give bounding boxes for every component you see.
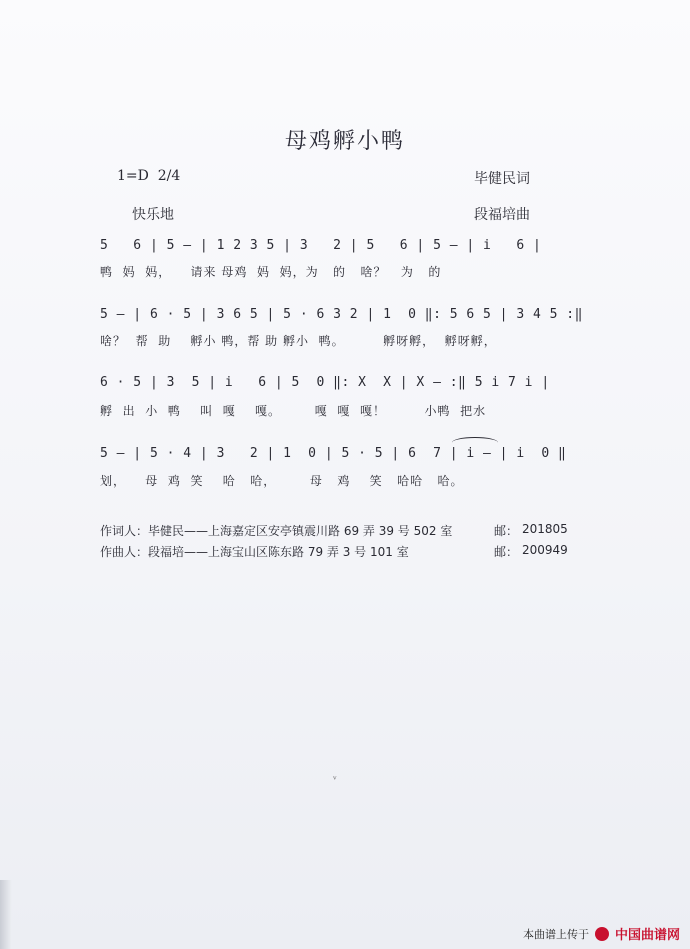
watermark-footer [523,924,680,943]
lyrics-line-4: 划， 母 鸡 笑 哈 哈， 母 鸡 笑 哈哈 哈。 [100,474,464,488]
lyricist-contact: 作词人：毕健民——上海嘉定区安亭镇震川路 69 弄 39 号 502 室 [100,524,453,538]
site-logo-icon [595,927,609,941]
notation-line-4: 5 — | 5 · 4 | 3 2 | 1 0 | 5 · 5 | 6 7 | i — | i 0 ‖ [100,446,567,461]
song-title: 母鸡孵小鸭 [284,129,405,154]
tempo-marking: 快乐地 [132,207,174,223]
lyrics-line-1: 鸭 妈 妈， 请来 母鸡 妈 妈，为 的 啥？ 为 的 [100,265,442,279]
composer-contact: 作曲人：段福培——上海宝山区陈东路 79 弄 3 号 101 室 [100,545,409,559]
lyricist-postal-code: 201805 [522,522,568,536]
paper-edge [0,880,12,949]
notation-line-2: 5 — | 6 · 5 | 3 6 5 | 5 · 6 3 2 | 1 0 ‖: 5 6 5 | 3 4 5 :‖ [100,307,583,322]
composer-credit: 段福培曲 [474,207,530,223]
composer-postal-label: 邮： [494,545,519,559]
notation-line-3: 6 · 5 | 3 5 | i 6 | 5 0 ‖: X X | X — :‖ 5 i 7 i | [100,375,550,390]
lyrics-line-2: 啥？ 帮 助 孵小 鸭，帮 助 孵小 鸭。 孵呀孵， 孵呀孵， [100,334,497,348]
key-signature: 1=D 2/4 [117,168,181,184]
notation-line-1: 5 6 | 5 — | 1 2 3 5 | 3 2 | 5 6 | 5 — | i 6 | [100,238,542,253]
composer-postal-code: 200949 [522,543,568,557]
site-brand[interactable]: 中国曲谱网 [614,928,680,943]
lyrics-line-3: 孵 出 小 鸭 叫 嘎 嘎。 嘎 嘎 嘎！ 小鸭 把水 [100,404,487,418]
lyricist-credit: 毕健民词 [474,171,530,187]
upload-note: 本曲谱上传于 [522,927,589,941]
lyricist-postal-label: 邮： [494,524,519,538]
paper-mark: ᵛ [333,775,337,786]
